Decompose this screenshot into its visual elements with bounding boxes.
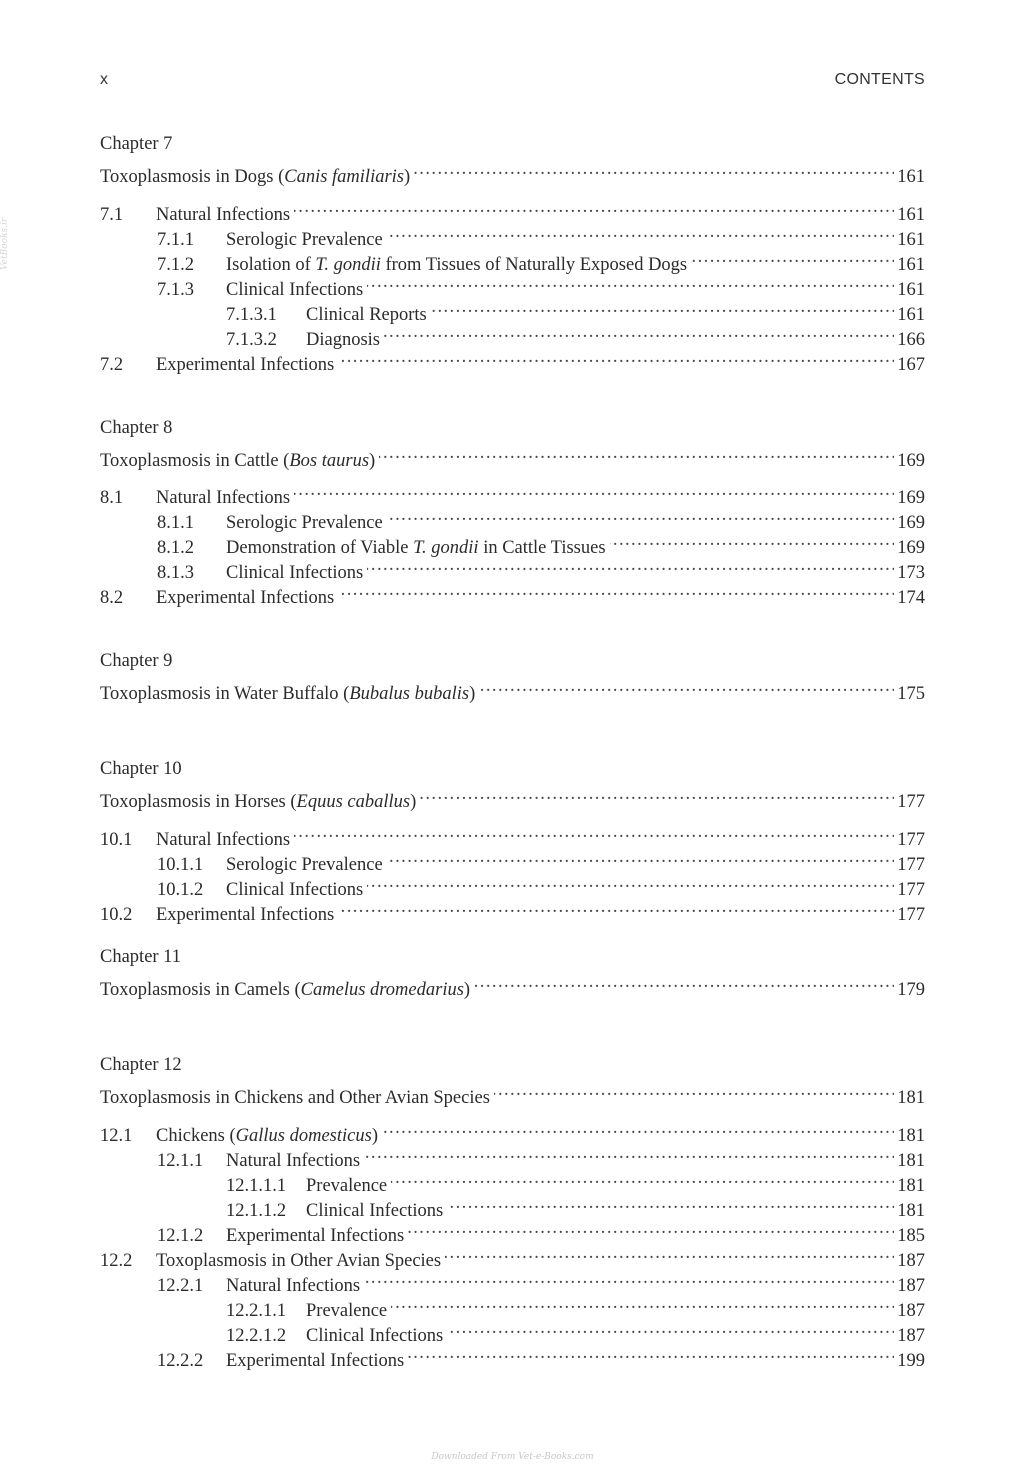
entry-title-text: Clinical Infections — [226, 563, 364, 583]
entry-title — [100, 978, 470, 1003]
page-number-ref: 179 — [897, 980, 925, 1000]
entry-title — [100, 165, 410, 190]
dot-leader — [447, 1191, 894, 1216]
page-number-ref: 173 — [897, 563, 925, 583]
dot-leader — [338, 895, 894, 920]
entry-title-text: Isolation of — [226, 255, 316, 275]
entry-title-text: Clinical Infections — [226, 280, 364, 300]
dot-leader — [338, 345, 894, 370]
entry-title-text: Natural Infections — [226, 1276, 361, 1296]
section-number: 10.1.2 — [157, 880, 204, 900]
page-number-ref: 169 — [897, 488, 925, 508]
dot-leader — [387, 220, 895, 245]
entry-title-suffix: ) — [469, 684, 476, 704]
entry-title — [226, 1349, 404, 1374]
entry-title-text: Serologic Prevalence — [226, 513, 383, 533]
page-number-ref: 169 — [897, 451, 925, 471]
entry-title-text: Toxoplasmosis in Dogs ( — [100, 167, 285, 187]
page-number-ref: 167 — [897, 355, 925, 375]
entry-title-text: Serologic Prevalence — [226, 855, 383, 875]
page-number-ref: 161 — [897, 280, 925, 300]
toc-entry[interactable] — [100, 578, 925, 608]
dot-leader — [364, 1141, 894, 1166]
page-number-ref: 187 — [897, 1276, 925, 1296]
toc-entry[interactable] — [157, 1266, 925, 1296]
section-number: 8.1.3 — [157, 563, 194, 583]
entry-title-italic: Gallus domesticus — [235, 1126, 372, 1146]
toc-entry[interactable] — [157, 245, 925, 275]
toc-entry[interactable] — [226, 1316, 925, 1346]
entry-title-text: Toxoplasmosis in Chickens and Other Avian Species — [100, 1088, 490, 1108]
entry-title-text: Natural Infections — [156, 830, 291, 850]
page-number-ref: 185 — [897, 1226, 925, 1246]
chapter-title-entry[interactable] — [100, 674, 925, 704]
entry-title-suffix: ) — [371, 1126, 378, 1146]
page-number-ref: 187 — [897, 1251, 925, 1271]
chapter-label: Chapter 11 — [100, 947, 182, 967]
page-number: x — [100, 71, 108, 88]
entry-title-text: Toxoplasmosis in Camels ( — [100, 980, 301, 1000]
dot-leader — [431, 295, 895, 320]
toc-entry[interactable] — [157, 870, 925, 900]
section-number: 7.1.3.1 — [226, 305, 277, 325]
page-number-ref: 177 — [897, 792, 925, 812]
page-number-ref: 169 — [897, 513, 925, 533]
page-number-ref: 175 — [897, 684, 925, 704]
section-number: 12.1 — [100, 1126, 133, 1146]
section-number: 8.1 — [100, 488, 124, 508]
dot-leader — [408, 1216, 894, 1241]
entry-title-text: Experimental Infections — [156, 355, 335, 375]
page-number-ref: 161 — [897, 205, 925, 225]
toc-entry[interactable] — [226, 1291, 925, 1321]
entry-title-text: Experimental Infections — [156, 588, 335, 608]
entry-title-text: Natural Infections — [156, 205, 291, 225]
entry-title-text: Toxoplasmosis in Horses ( — [100, 792, 297, 812]
dot-leader — [420, 782, 894, 807]
chapter-title-entry[interactable] — [100, 441, 925, 471]
toc-entry[interactable] — [226, 1191, 925, 1221]
section-number: 12.2.2 — [157, 1351, 204, 1371]
dot-leader — [445, 1241, 894, 1266]
chapter-label: Chapter 8 — [100, 418, 173, 438]
entry-title — [156, 353, 334, 378]
entry-title-italic: Camelus dromedarius — [300, 980, 464, 1000]
dot-leader — [338, 578, 894, 603]
page-number-ref: 166 — [897, 330, 925, 350]
dot-leader — [294, 195, 894, 220]
dot-leader — [367, 553, 894, 578]
entry-title-text: Experimental Infections — [226, 1226, 405, 1246]
entry-title-suffix: ) — [404, 167, 411, 187]
section-number: 7.2 — [100, 355, 124, 375]
entry-title-italic: Canis familiaris — [284, 167, 404, 187]
page-number-ref: 161 — [897, 305, 925, 325]
dot-leader — [479, 674, 894, 699]
entry-title-text: Clinical Reports — [306, 305, 427, 325]
entry-title-text: Prevalence — [306, 1301, 388, 1321]
page-number-ref: 177 — [897, 855, 925, 875]
entry-title — [156, 586, 334, 611]
dot-leader — [364, 1266, 894, 1291]
toc-entry[interactable] — [157, 270, 925, 300]
section-number: 12.2 — [100, 1251, 133, 1271]
page-number-ref: 177 — [897, 880, 925, 900]
chapter-label: Chapter 10 — [100, 759, 182, 779]
running-header: CONTENTS — [834, 71, 925, 88]
entry-title-text: Diagnosis — [306, 330, 380, 350]
entry-title-italic: T. gondii — [413, 538, 479, 558]
toc-entry[interactable] — [157, 553, 925, 583]
entry-title-text: Clinical Infections — [306, 1326, 444, 1346]
entry-title-text: Natural Infections — [156, 488, 291, 508]
section-number: 10.1 — [100, 830, 133, 850]
chapter-label: Chapter 12 — [100, 1055, 182, 1075]
section-number: 7.1.3.2 — [226, 330, 277, 350]
toc-entry[interactable] — [157, 845, 925, 875]
page-number-ref: 187 — [897, 1326, 925, 1346]
page-number-ref: 161 — [897, 230, 925, 250]
section-number: 8.2 — [100, 588, 124, 608]
chapter-title-entry[interactable] — [100, 970, 925, 1000]
bottom-watermark: Downloaded From Vet-e-Books.com — [431, 1452, 594, 1462]
entry-title-text: Toxoplasmosis in Other Avian Species — [156, 1251, 442, 1271]
dot-leader — [367, 270, 894, 295]
toc-entry[interactable] — [226, 320, 925, 350]
toc-entry[interactable] — [100, 195, 925, 225]
entry-title-text: Experimental Infections — [226, 1351, 405, 1371]
page-number-ref: 199 — [897, 1351, 925, 1371]
dot-leader — [414, 157, 894, 182]
section-number: 10.2 — [100, 905, 133, 925]
entry-title-italic: Bubalus bubalis — [349, 684, 470, 704]
chapter-label: Chapter 9 — [100, 651, 173, 671]
section-number: 7.1.1 — [157, 230, 194, 250]
entry-title-text: Serologic Prevalence — [226, 230, 383, 250]
page-number-ref: 181 — [897, 1176, 925, 1196]
section-number: 7.1 — [100, 205, 124, 225]
dot-leader — [387, 845, 895, 870]
entry-title-text: Natural Infections — [226, 1151, 361, 1171]
section-number: 12.1.2 — [157, 1226, 204, 1246]
dot-leader — [294, 478, 894, 503]
entry-title — [100, 449, 375, 474]
page-number-ref: 181 — [897, 1201, 925, 1221]
dot-leader — [379, 441, 894, 466]
toc-entry[interactable] — [157, 1341, 925, 1371]
dot-leader — [691, 245, 894, 270]
toc-entry[interactable] — [100, 478, 925, 508]
dot-leader — [494, 1078, 894, 1103]
chapter-label: Chapter 7 — [100, 134, 173, 154]
toc-entry[interactable] — [157, 528, 925, 558]
entry-title-suffix: ) — [369, 451, 376, 471]
dot-leader — [391, 1291, 894, 1316]
entry-title-suffix: from Tissues of Naturally Exposed Dogs — [380, 255, 688, 275]
entry-title-text: Experimental Infections — [156, 905, 335, 925]
page-number-ref: 181 — [897, 1126, 925, 1146]
page-number-ref: 181 — [897, 1088, 925, 1108]
entry-title-italic: Bos taurus — [289, 451, 370, 471]
entry-title-text: Toxoplasmosis in Water Buffalo ( — [100, 684, 350, 704]
section-number: 12.1.1 — [157, 1151, 204, 1171]
page-number-ref: 161 — [897, 167, 925, 187]
section-number: 8.1.1 — [157, 513, 194, 533]
entry-title — [156, 903, 334, 928]
toc-entry[interactable] — [226, 1166, 925, 1196]
toc-entry[interactable] — [100, 820, 925, 850]
table-of-contents — [100, 0, 925, 1475]
dot-leader — [367, 870, 894, 895]
toc-entry[interactable] — [100, 1116, 925, 1146]
entry-title — [100, 790, 416, 815]
entry-title-italic: Equus caballus — [296, 792, 411, 812]
toc-entry[interactable] — [157, 1141, 925, 1171]
chapter-title-entry[interactable] — [100, 157, 925, 187]
entry-title-text: Clinical Infections — [226, 880, 364, 900]
section-number: 12.2.1 — [157, 1276, 204, 1296]
section-number: 12.1.1.2 — [226, 1201, 287, 1221]
dot-leader — [447, 1316, 894, 1341]
dot-leader — [474, 970, 894, 995]
entry-title-suffix: ) — [463, 980, 471, 1000]
toc-entry[interactable] — [100, 345, 925, 375]
page-number-ref: 177 — [897, 905, 925, 925]
chapter-title-entry[interactable] — [100, 782, 925, 812]
chapter-title-entry[interactable] — [100, 1078, 925, 1108]
page-number-ref: 169 — [897, 538, 925, 558]
dot-leader — [294, 820, 894, 845]
dot-leader — [610, 528, 895, 553]
section-number: 12.1.1.1 — [226, 1176, 287, 1196]
page-number-ref: 181 — [897, 1151, 925, 1171]
section-number: 12.2.1.1 — [226, 1301, 287, 1321]
dot-leader — [408, 1341, 894, 1366]
section-number: 7.1.3 — [157, 280, 194, 300]
dot-leader — [382, 1116, 894, 1141]
dot-leader — [384, 320, 894, 345]
entry-title-italic: T. gondii — [315, 255, 381, 275]
section-number: 8.1.2 — [157, 538, 194, 558]
toc-entry[interactable] — [100, 895, 925, 925]
entry-title-suffix: ) — [410, 792, 417, 812]
page-number-ref: 187 — [897, 1301, 925, 1321]
toc-entry[interactable] — [157, 503, 925, 533]
page-number-ref: 177 — [897, 830, 925, 850]
entry-title-text: Prevalence — [306, 1176, 388, 1196]
dot-leader — [387, 503, 895, 528]
section-number: 12.2.1.2 — [226, 1326, 287, 1346]
entry-title-text: Chickens ( — [156, 1126, 236, 1146]
toc-entry[interactable] — [157, 220, 925, 250]
section-number: 7.1.2 — [157, 255, 194, 275]
entry-title-text: Toxoplasmosis in Cattle ( — [100, 451, 290, 471]
toc-entry[interactable] — [157, 1216, 925, 1246]
entry-title-text: Clinical Infections — [306, 1201, 444, 1221]
entry-title-suffix: in Cattle Tissues — [478, 538, 606, 558]
side-watermark: VetBooks.ir — [0, 217, 10, 270]
dot-leader — [391, 1166, 894, 1191]
section-number: 10.1.1 — [157, 855, 204, 875]
entry-title — [100, 1086, 490, 1111]
entry-title — [100, 682, 475, 707]
page-number-ref: 161 — [897, 255, 925, 275]
toc-entry[interactable] — [100, 1241, 925, 1271]
toc-entry[interactable] — [226, 295, 925, 325]
page-number-ref: 174 — [897, 588, 925, 608]
entry-title-text: Demonstration of Viable — [226, 538, 414, 558]
